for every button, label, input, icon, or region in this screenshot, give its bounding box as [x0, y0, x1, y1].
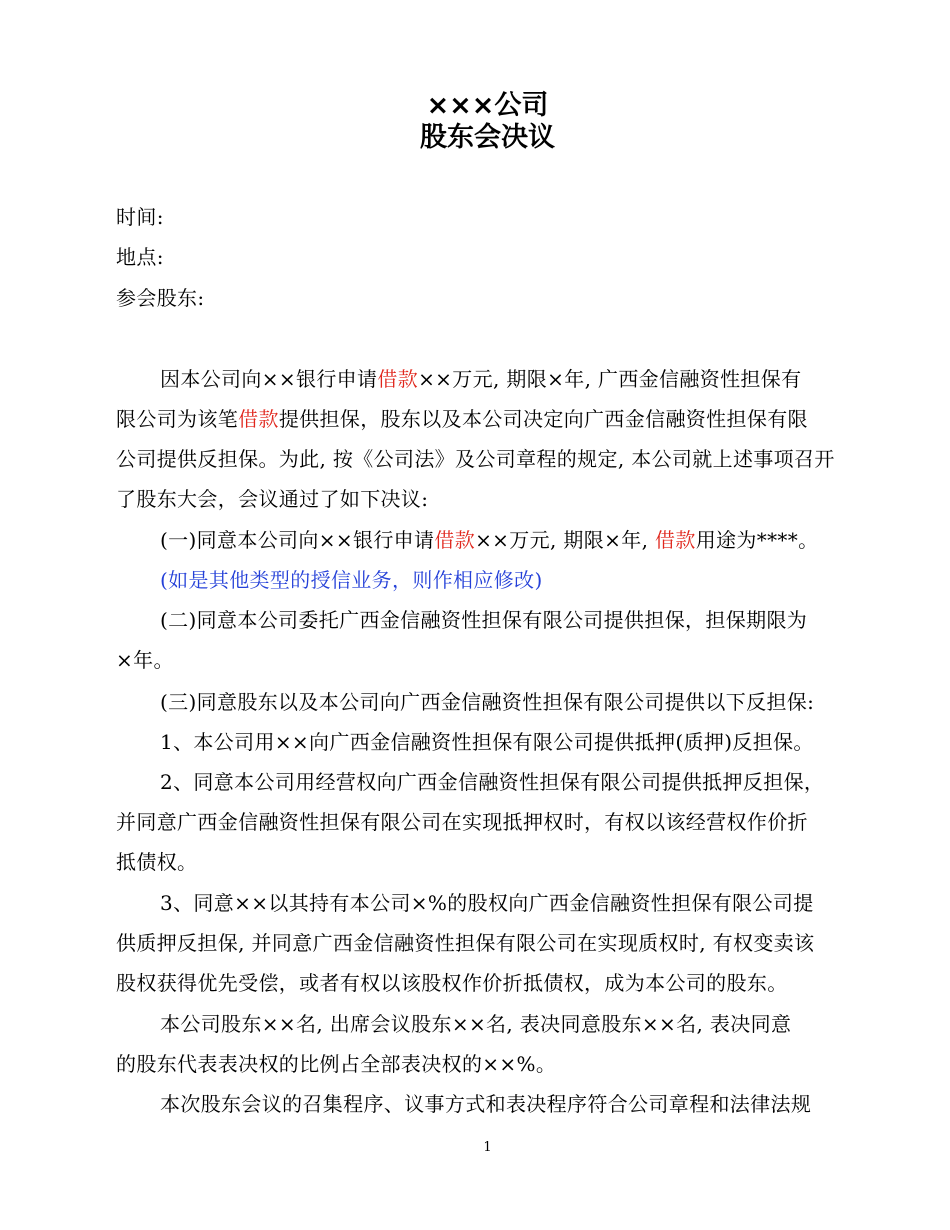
sub3-line3: 股权获得优先受偿，或者有权以该股权作价折抵债权，成为本公司的股东。 [116, 971, 788, 995]
para1-line1: 因本公司向××银行申请借款××万元, 期限×年, 广西金信融资性担保有 [160, 367, 802, 391]
loan-term: 借款 [238, 407, 279, 431]
sub3-line2: 供质押反担保, 并同意广西金信融资性担保有限公司在实现质权时, 有权变卖该 [116, 931, 815, 955]
document-title: 股东会决议 [420, 122, 555, 153]
company-title: ×××公司 [426, 90, 549, 121]
item3-line1: (三)同意股东以及本公司向广西金信融资性担保有限公司提供以下反担保: [160, 690, 815, 714]
page-number: 1 [483, 1140, 492, 1155]
meta-time: 时间: [116, 205, 164, 229]
item2-line2: ×年。 [116, 648, 174, 672]
loan-term: 借款 [434, 528, 476, 552]
votes-line2: 的股东代表表决权的比例占全部表决权的××%。 [116, 1052, 557, 1076]
meta-attendees: 参会股东: [116, 286, 205, 310]
para1-line4: 了股东大会，会议通过了如下决议: [116, 487, 429, 511]
sub2-line2: 并同意广西金信融资性担保有限公司在实现抵押权时，有权以该经营权作价折 [116, 810, 808, 834]
item2-line1: (二)同意本公司委托广西金信融资性担保有限公司提供担保，担保期限为 [160, 608, 808, 632]
loan-term: 借款 [377, 367, 419, 391]
para1-line2: 限公司为该笔借款提供担保，股东以及本公司决定向广西金信融资性担保有限 [116, 407, 808, 431]
item1-line: (一)同意本公司向××银行申请借款××万元, 期限×年, 借款用途为****。 [160, 528, 819, 552]
sub2-line1: 2、同意本公司用经营权向广西金信融资性担保有限公司提供抵押反担保， [160, 770, 825, 794]
sub3-line1: 3、同意××以其持有本公司×%的股权向广西金信融资性担保有限公司提 [160, 891, 814, 915]
para1-line3: 公司提供反担保。为此, 按《公司法》及公司章程的规定, 本公司就上述事项召开 [116, 447, 835, 471]
final-line1: 本次股东会议的召集程序、议事方式和表决程序符合公司章程和法律法规 [160, 1092, 812, 1116]
meta-place: 地点: [116, 245, 164, 269]
sub2-line3: 抵债权。 [116, 850, 198, 874]
sub1-line1: 1、本公司用××向广西金信融资性担保有限公司提供抵押(质押)反担保。 [160, 730, 814, 754]
item1-note: (如是其他类型的授信业务，则作相应修改) [160, 568, 543, 592]
votes-line1: 本公司股东××名, 出席会议股东××名, 表决同意股东××名, 表决同意 [160, 1012, 792, 1036]
loan-term: 借款 [654, 528, 696, 552]
